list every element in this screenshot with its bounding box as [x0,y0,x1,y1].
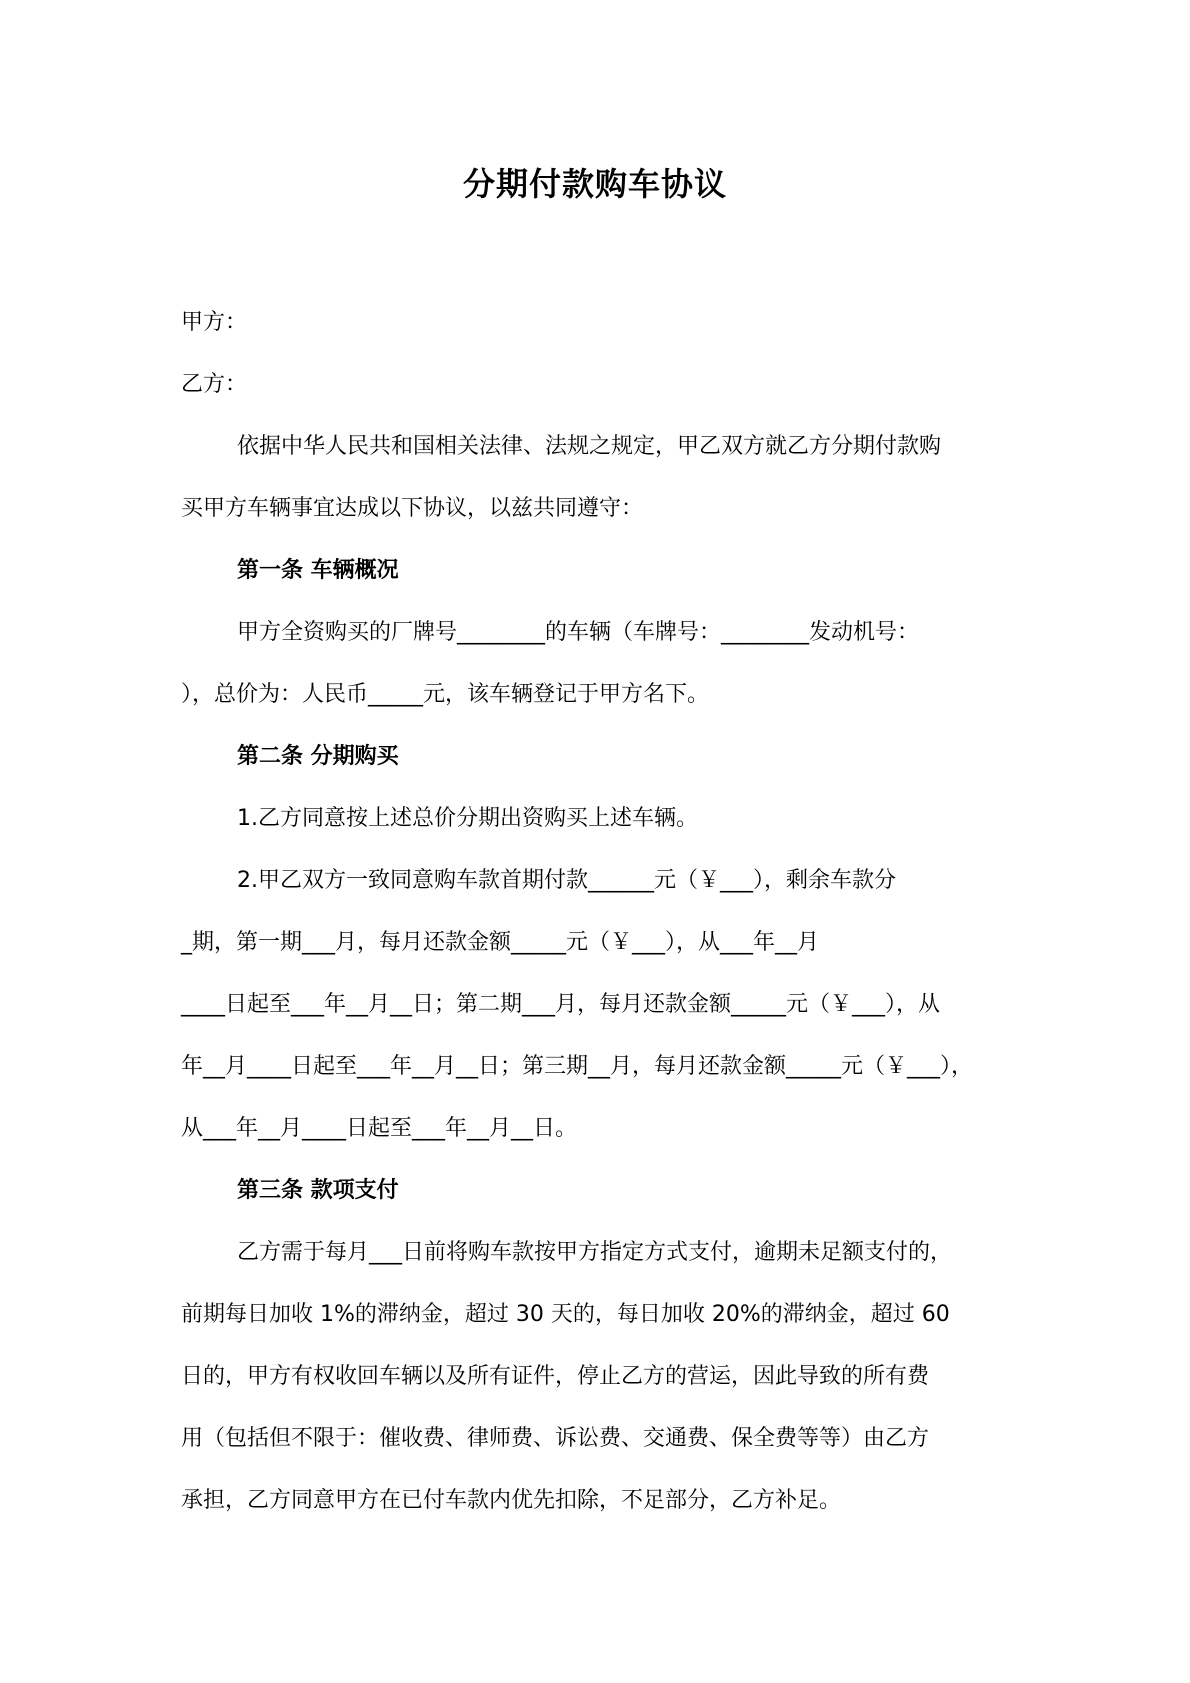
paragraph-line: _期，第一期___月，每月还款金额_____元（￥___），从___年__月 [181,930,820,955]
paragraph-line: 1.乙方同意按上述总价分期出资购买上述车辆。 [237,806,698,831]
paragraph-line: 甲方： [181,310,248,335]
paragraph-line: 用（包括但不限于：催收费、律师费、诉讼费、交通费、保全费等等）由乙方 [181,1426,930,1451]
paragraph-line: 乙方： [181,372,248,397]
paragraph-line: 乙方需于每月___日前将购车款按甲方指定方式支付，逾期未足额支付的， [237,1240,953,1265]
article-heading: 第三条 款项支付 [237,1178,399,1203]
paragraph-line: 甲方全资购买的厂牌号________的车辆（车牌号：________发动机号： [237,620,920,645]
paragraph-line: 承担，乙方同意甲方在已付车款内优先扣除，不足部分，乙方补足。 [181,1488,842,1513]
paragraph-line: 前期每日加收 1%的滞纳金，超过 30 天的，每日加收 20%的滞纳金，超过 60 [181,1302,950,1327]
article-heading: 第一条 车辆概况 [237,558,399,583]
paragraph-line: ），总价为：人民币_____元，该车辆登记于甲方名下。 [181,682,710,707]
paragraph-line: 年__月____日起至___年__月__日；第三期__月，每月还款金额_____元（￥___）， [181,1054,974,1079]
paragraph-line: 依据中华人民共和国相关法律、法规之规定，甲乙双方就乙方分期付款购 [237,434,942,459]
paragraph-line: 买甲方车辆事宜达成以下协议，以兹共同遵守： [181,496,644,521]
paragraph-line: 日的，甲方有权收回车辆以及所有证件，停止乙方的营运，因此导致的所有费 [181,1364,930,1389]
paragraph-line: ____日起至___年__月__日；第二期___月，每月还款金额_____元（￥___），从 [181,992,941,1017]
paragraph-line: 从___年__月____日起至___年__月__日。 [181,1116,578,1141]
document-body [181,305,1021,1545]
document-title: 分期付款购车协议 [462,165,727,203]
paragraph-line: 2.甲乙双方一致同意购车款首期付款______元（￥___），剩余车款分 [237,868,896,893]
article-heading: 第二条 分期购买 [237,744,399,769]
